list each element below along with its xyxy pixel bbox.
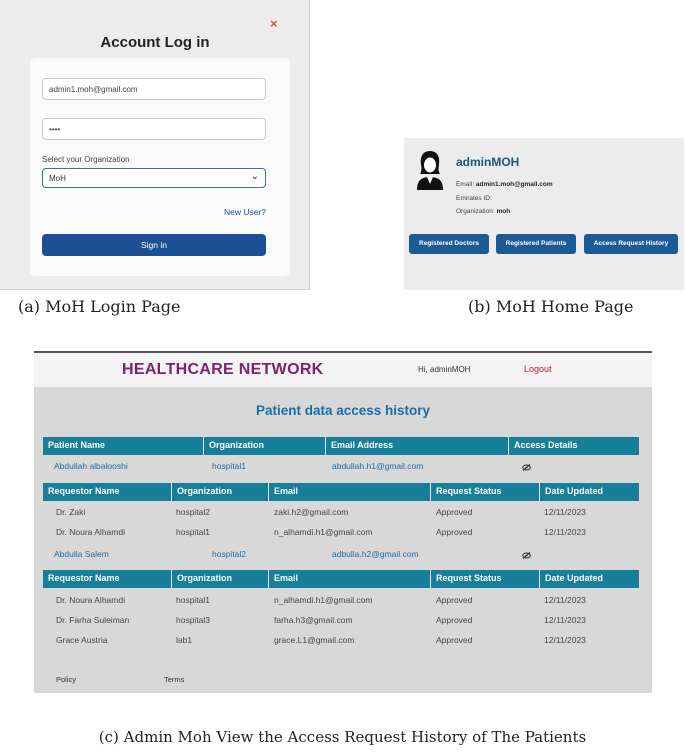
header-requestor-name: Requestor Name: [48, 573, 120, 583]
policy-link[interactable]: Policy: [56, 675, 77, 684]
header-email: Email: [274, 573, 299, 583]
organization-select-value: MoH: [49, 174, 66, 183]
requestor-name: Grace Austria: [56, 635, 108, 645]
requestor-organization: hospital3: [176, 615, 211, 625]
header-patient-name: Patient Name: [48, 440, 106, 450]
patient-email: adbulla.h2@gmail.com: [332, 549, 419, 559]
sign-in-button[interactable]: Sign in: [42, 234, 266, 256]
patient-name[interactable]: Abdulla Salem: [54, 549, 109, 559]
requestor-organization: hospital1: [176, 595, 211, 605]
requestor-name: Dr. Noura Alhamdi: [56, 527, 125, 537]
chevron-down-icon: ⌄: [250, 171, 259, 182]
logout-link[interactable]: Logout: [524, 364, 552, 374]
date-updated: 12/11/2023: [544, 527, 586, 537]
requestor-email: n_alhamdi.h1@gmail.com: [274, 595, 373, 605]
eye-slash-icon[interactable]: [522, 464, 531, 471]
requestor-name: Dr. Farha Suleiman: [56, 615, 130, 625]
email-field[interactable]: admin1.moh@gmail.com: [42, 78, 266, 100]
header-organization: Organization: [177, 573, 233, 583]
requestor-organization: hospital2: [176, 507, 211, 517]
login-title: Account Log in: [100, 34, 210, 51]
header-email-address: Email Address: [331, 440, 394, 450]
access-history-page: [34, 351, 652, 693]
page-title: Patient data access history: [255, 403, 431, 418]
patient-organization: hospital2: [212, 549, 247, 559]
requestor-table-header: [43, 570, 639, 588]
home-username: adminMOH: [456, 155, 520, 169]
date-updated: 12/11/2023: [544, 595, 586, 605]
patient-name[interactable]: Abdullah albalooshi: [54, 461, 128, 471]
requestor-name: Dr. Noura Alhamdi: [56, 595, 125, 605]
top-navbar: [34, 351, 652, 387]
requestor-email: grace.L1@gmail.com: [274, 635, 355, 645]
request-status: Approved: [436, 635, 473, 645]
caption-b: (b) MoH Home Page: [468, 297, 634, 316]
date-updated: 12/11/2023: [544, 507, 586, 517]
password-field[interactable]: ••••: [42, 118, 266, 140]
terms-link[interactable]: Terms: [164, 675, 185, 684]
requestor-email: n_alhamdi.h1@gmail.com: [274, 527, 373, 537]
date-updated: 12/11/2023: [544, 635, 586, 645]
patient-table-header: [43, 437, 639, 455]
home-email-value: admin1.moh@gmail.com: [475, 181, 553, 188]
eye-slash-icon[interactable]: [522, 552, 531, 559]
home-email-label: Email:: [456, 181, 476, 188]
organization-select[interactable]: [42, 168, 266, 188]
header-request-status: Request Status: [436, 573, 502, 583]
home-emirates-id: Emirates ID:: [456, 195, 492, 202]
header-email: Email: [274, 486, 299, 496]
header-request-status: Request Status: [436, 486, 502, 496]
requestor-organization: hospital1: [176, 527, 211, 537]
user-avatar-icon: [414, 148, 446, 190]
requestor-email: farha.h3@gmail.com: [274, 615, 353, 625]
request-status: Approved: [436, 595, 473, 605]
header-organization: Organization: [209, 440, 265, 450]
date-updated: 12/11/2023: [544, 615, 586, 625]
login-card: [30, 58, 290, 276]
organization-label: Select your Organization: [42, 155, 130, 164]
home-email-line: [456, 181, 553, 188]
request-status: Approved: [436, 527, 473, 537]
request-status: Approved: [436, 507, 473, 517]
patient-email: abdullah.h1@gmail.com: [332, 461, 424, 471]
brand-logo[interactable]: HEALTHCARE NETWORK: [122, 361, 324, 378]
header-access-details: Access Details: [514, 440, 578, 450]
requestor-organization: lab1: [176, 635, 193, 645]
close-icon[interactable]: ×: [270, 16, 278, 31]
header-date-updated: Date Updated: [545, 573, 604, 583]
request-status: Approved: [436, 615, 473, 625]
caption-c: (c) Admin Moh View the Access Request History of The Patients: [98, 728, 587, 746]
header-date-updated: Date Updated: [545, 486, 604, 496]
registered-doctors-button[interactable]: Registered Doctors: [409, 234, 489, 254]
requestor-table-header: [43, 483, 639, 501]
home-org-value: moh: [496, 208, 511, 215]
login-dialog: [0, 0, 310, 290]
caption-a: (a) MoH Login Page: [18, 297, 181, 316]
access-request-history-button[interactable]: Access Request History: [584, 234, 678, 254]
new-user-link[interactable]: New User?: [223, 207, 266, 217]
home-org-line: [456, 208, 510, 215]
greeting-text: Hi, adminMOH: [418, 365, 471, 374]
home-panel: [404, 138, 684, 290]
patient-organization: hospital1: [212, 461, 247, 471]
home-org-label: Organization:: [456, 208, 497, 215]
registered-patients-button[interactable]: Registered Patients: [496, 234, 576, 254]
header-organization: Organization: [177, 486, 233, 496]
header-requestor-name: Requestor Name: [48, 486, 120, 496]
requestor-name: Dr. Zaki: [56, 507, 86, 517]
requestor-email: zaki.h2@gmail.com: [274, 507, 349, 517]
